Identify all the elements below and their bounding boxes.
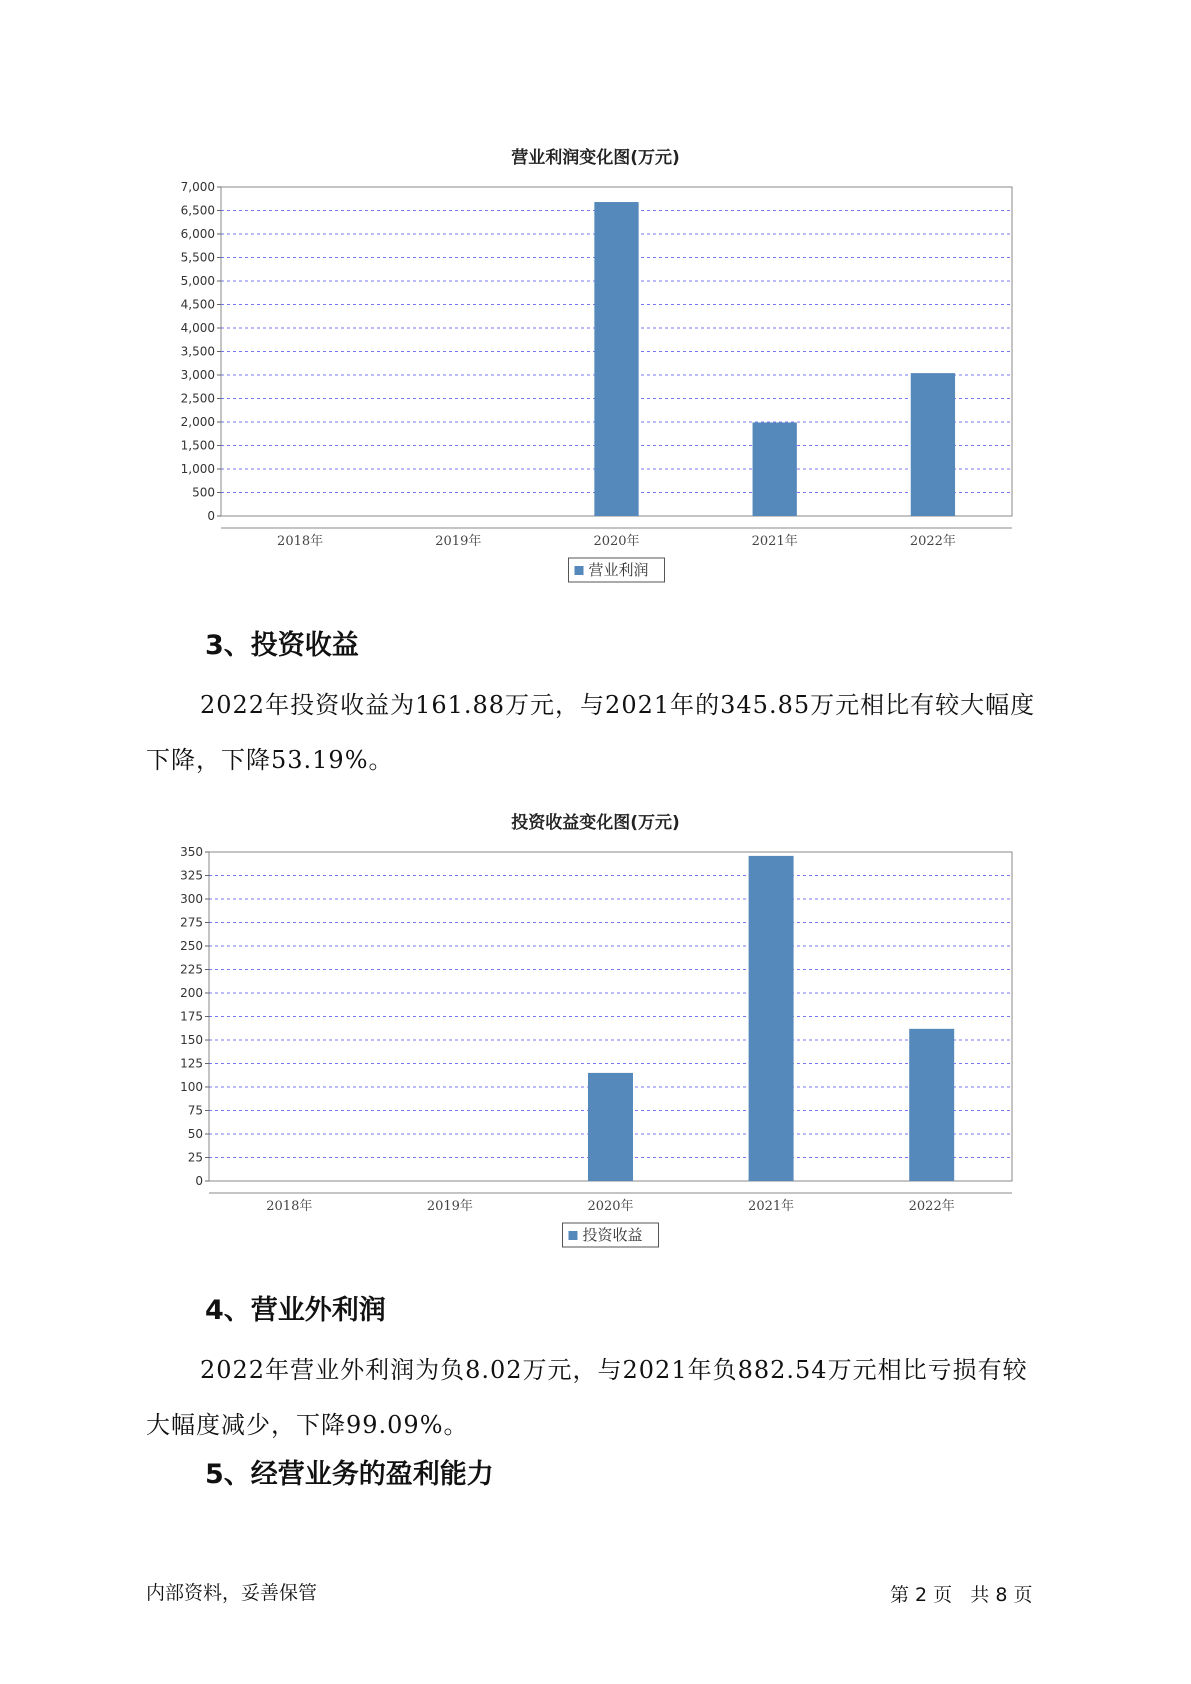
- y-tick-label: 5,000: [180, 274, 215, 288]
- x-tick-label: 2018年: [266, 1199, 313, 1214]
- y-tick-label: 225: [180, 962, 203, 977]
- y-tick-label: 75: [187, 1103, 203, 1118]
- y-tick-label: 350: [180, 845, 203, 859]
- x-tick-label: 2022年: [908, 1199, 955, 1214]
- y-tick-label: 1,500: [180, 438, 215, 453]
- y-tick-label: 2,000: [180, 415, 215, 429]
- bar-2021年: [753, 422, 797, 516]
- x-tick-label: 2021年: [751, 534, 798, 549]
- y-tick-label: 150: [180, 1033, 203, 1047]
- y-tick-label: 7,000: [180, 180, 215, 194]
- legend-label: 投资收益: [582, 1226, 643, 1244]
- section-3-heading: 3、投资收益: [205, 630, 359, 661]
- operating-profit-chart: [0, 170, 1191, 650]
- legend-label: 营业利润: [588, 561, 649, 579]
- section-3-paragraph: 2022年投资收益为161.88万元，与2021年的345.85万元相比有较大幅度下降，下降53.19%。: [146, 691, 1036, 774]
- investment-income-chart: [0, 835, 1191, 1315]
- y-tick-label: 4,000: [180, 321, 215, 335]
- y-tick-label: 2,500: [180, 391, 215, 406]
- y-tick-label: 4,500: [180, 297, 215, 312]
- y-tick-label: 250: [180, 939, 203, 953]
- bar-2021年: [749, 856, 794, 1181]
- footer-page-number: 第 2 页 共 8 页: [890, 1584, 1033, 1606]
- y-tick-label: 50: [187, 1127, 203, 1141]
- y-tick-label: 1,000: [180, 462, 215, 476]
- y-tick-label: 6,500: [180, 203, 215, 218]
- x-tick-label: 2021年: [748, 1199, 795, 1214]
- y-tick-label: 3,000: [180, 368, 215, 382]
- y-tick-label: 25: [187, 1150, 203, 1165]
- section-5-heading: 5、经营业务的盈利能力: [205, 1459, 494, 1490]
- y-tick-label: 3,500: [180, 344, 215, 359]
- legend-swatch: [575, 566, 584, 575]
- y-tick-label: 0: [195, 1174, 203, 1188]
- x-tick-label: 2020年: [593, 534, 640, 549]
- y-tick-label: 325: [180, 868, 203, 883]
- y-tick-label: 125: [180, 1056, 203, 1071]
- y-tick-label: 5,500: [180, 250, 215, 265]
- x-tick-label: 2018年: [277, 534, 324, 549]
- y-tick-label: 6,000: [180, 227, 215, 241]
- bar-2020年: [594, 202, 638, 516]
- y-tick-label: 175: [180, 1009, 203, 1024]
- footer-confidential-note: 内部资料，妥善保管: [146, 1582, 318, 1604]
- bar-2022年: [909, 1029, 954, 1181]
- x-tick-label: 2019年: [435, 534, 482, 549]
- x-tick-label: 2020年: [587, 1199, 634, 1214]
- bar-2022年: [911, 373, 955, 516]
- y-tick-label: 0: [207, 509, 215, 523]
- x-tick-label: 2019年: [426, 1199, 473, 1214]
- chart-1-title: 营业利润变化图(万元): [511, 148, 680, 168]
- x-tick-label: 2022年: [909, 534, 956, 549]
- section-4-heading: 4、营业外利润: [205, 1295, 386, 1326]
- section-4-paragraph: 2022年营业外利润为负8.02万元，与2021年负882.54万元相比亏损有较大幅度减少，下降99.09%。: [146, 1356, 1028, 1439]
- y-tick-label: 100: [180, 1080, 203, 1094]
- y-tick-label: 200: [180, 986, 203, 1000]
- y-tick-label: 300: [180, 892, 203, 906]
- bar-2020年: [588, 1073, 633, 1181]
- y-tick-label: 500: [192, 485, 215, 500]
- chart-2-title: 投资收益变化图(万元): [511, 813, 680, 833]
- legend-swatch: [569, 1231, 578, 1240]
- y-tick-label: 275: [180, 915, 203, 930]
